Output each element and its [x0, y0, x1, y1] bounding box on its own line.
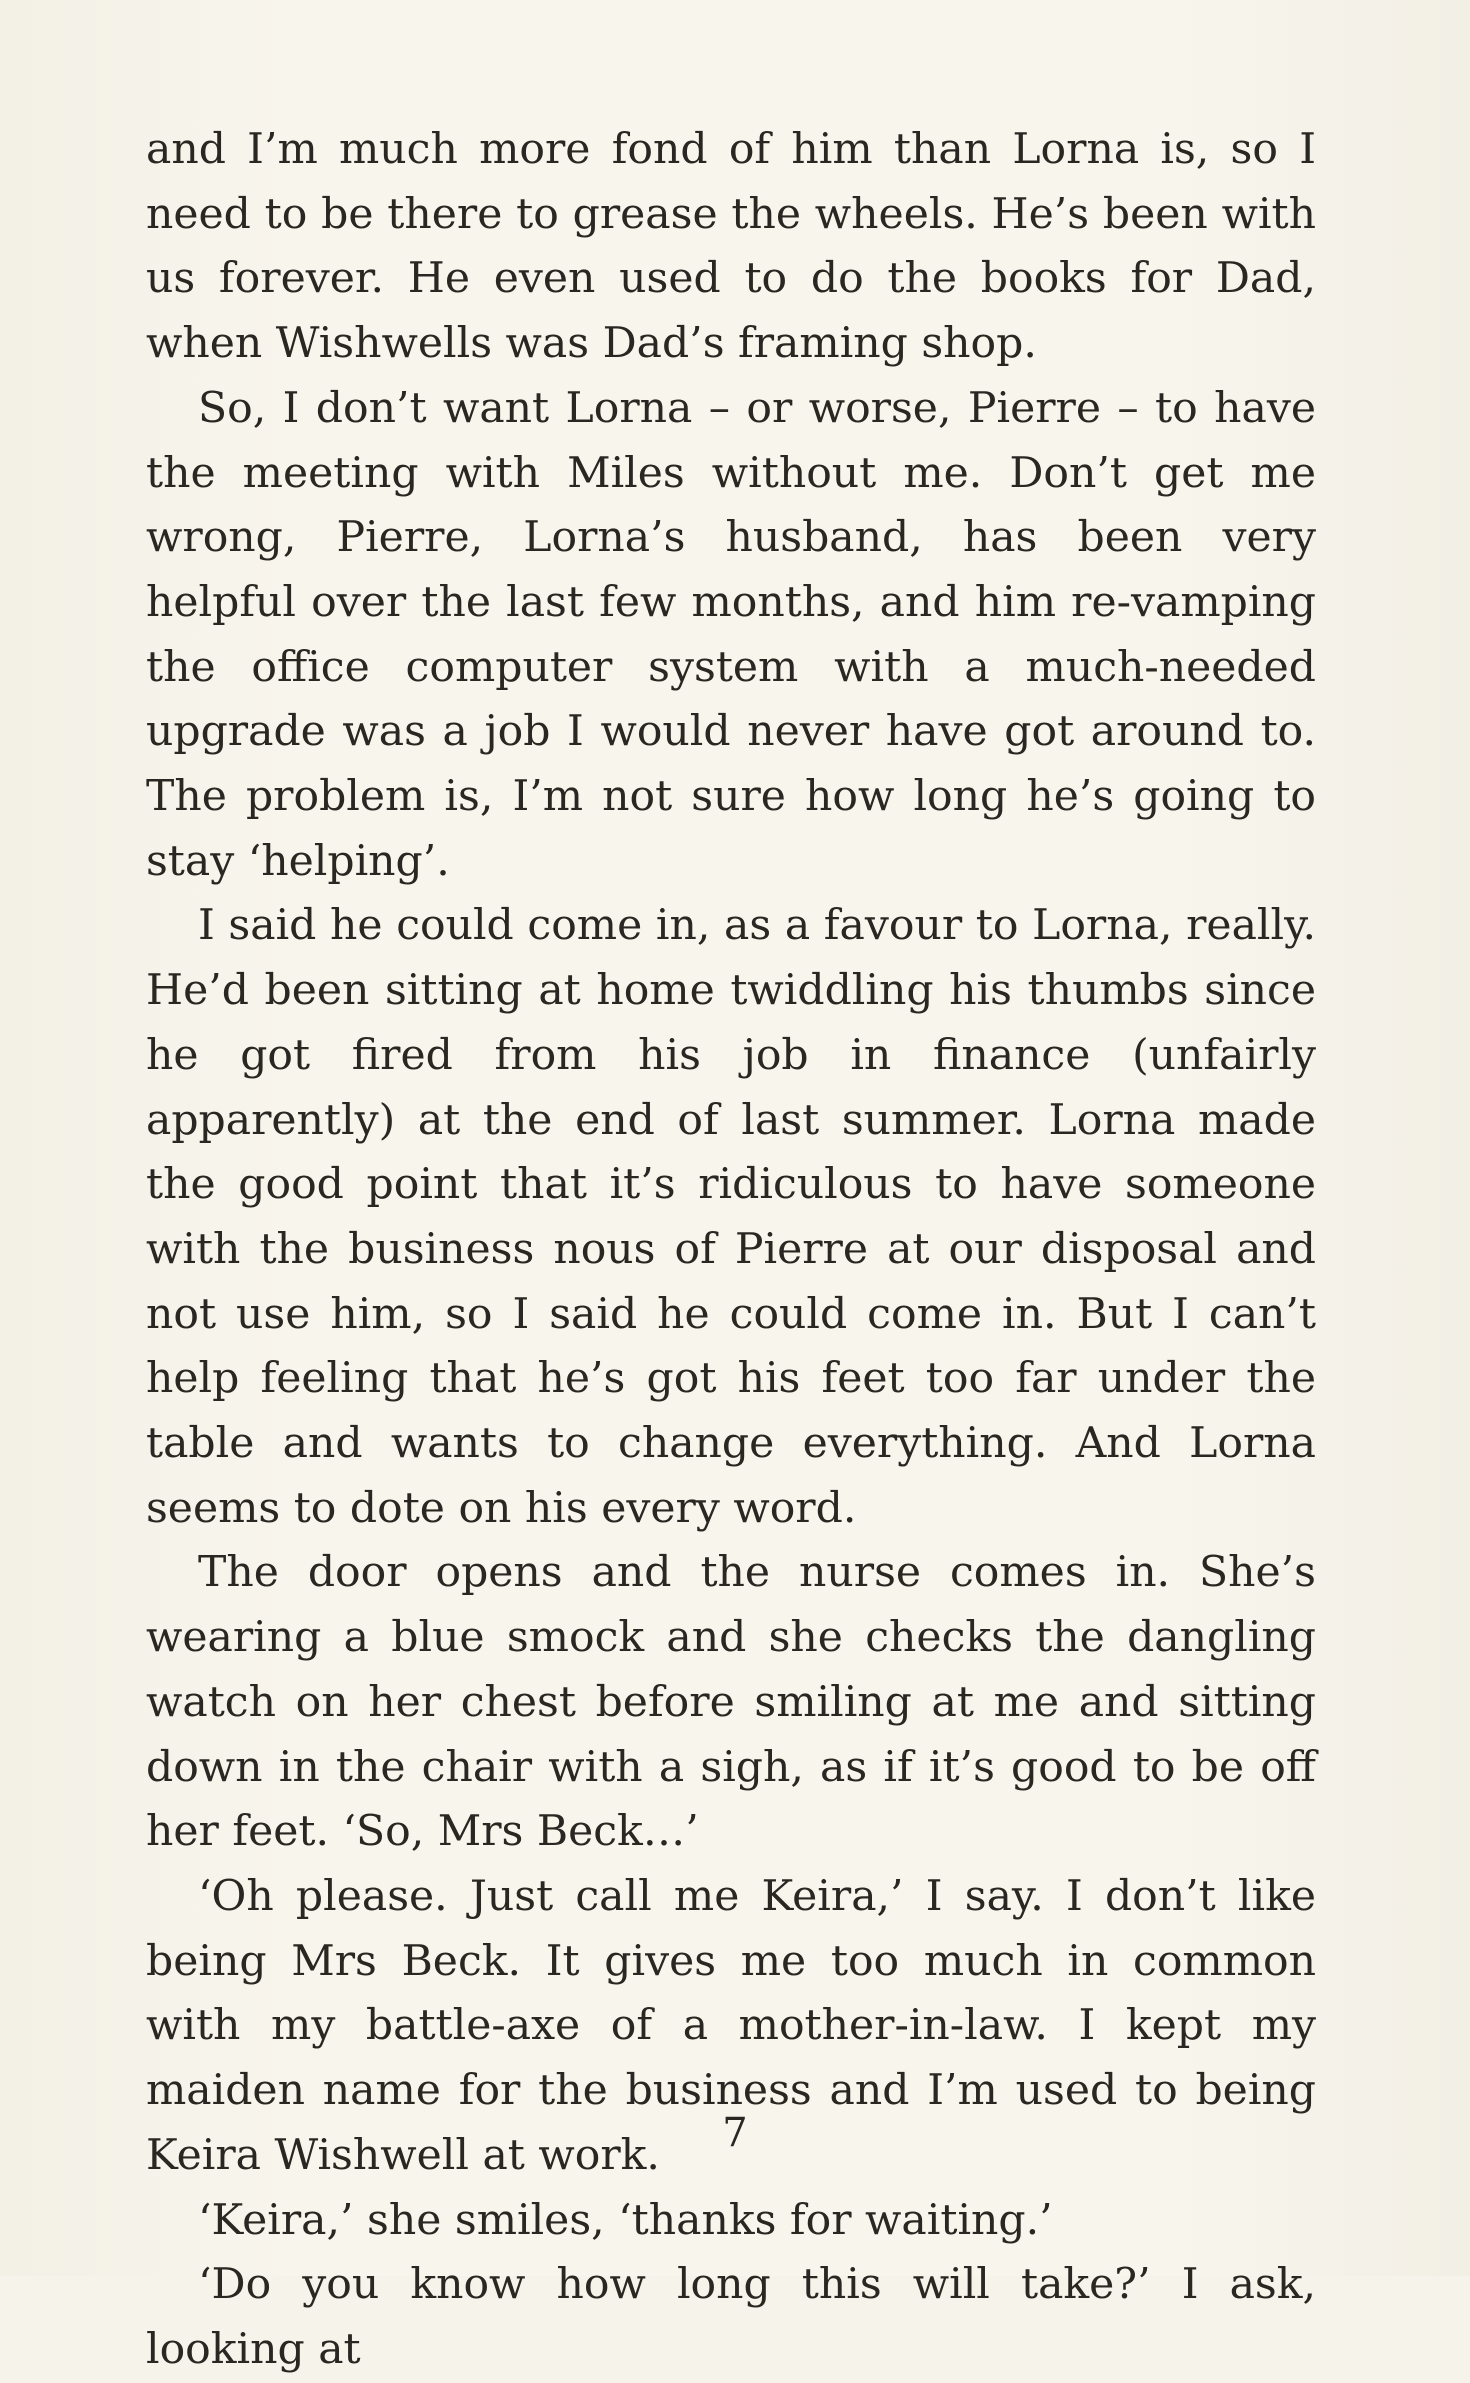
paragraph: ‘Oh please. Just call me Keira,’ I say. I don’t like being Mrs Beck. It gives me too much in common with my battle-axe of a mother-in-law. I kept my maiden name for the business and I’m used to being Keira Wishwell at work.: [146, 1871, 1316, 2180]
paragraph: The door opens and the nurse comes in. She’s wearing a blue smock and she checks the dangling watch on her chest before smiling at me and sitting down in the chair with a sigh, as if it’s good to be off her feet. ‘So, Mrs Beck…’: [146, 1548, 1316, 1857]
paragraph: So, I don’t want Lorna – or worse, Pierre – to have the meeting with Miles without me. Don’t get me wrong, Pierre, Lorna’s husband, has been very helpful over the last few months, and him re-vamping the office computer system with a much-needed upgrade was a job I would never have got around to. The problem is, I’m not sure how long he’s going to stay ‘helping’.: [146, 383, 1316, 886]
body-text: [146, 118, 1316, 2383]
paragraph: I said he could come in, as a favour to Lorna, really. He’d been sitting at home twiddling his thumbs since he got fired from his job in finance (unfairly apparently) at the end of last summer. Lorna made the good point that it’s ridiculous to have someone with the business nous of Pierre at our disposal and not use him, so I said he could come in. But I can’t help feeling that he’s got his feet too far under the table and wants to change everything. And Lorna seems to dote on his every word.: [146, 901, 1316, 1533]
page-number: 7: [722, 2110, 748, 2156]
paragraph: and I’m much more fond of him than Lorna is, so I need to be there to grease the wheels. He’s been with us forever. He even used to do the books for Dad, when Wishwells was Dad’s framing shop.: [146, 125, 1316, 369]
paragraph: ‘Do you know how long this will take?’ I ask, looking at: [146, 2260, 1316, 2374]
paragraph: ‘Keira,’ she smiles, ‘thanks for waiting.’: [198, 2195, 1053, 2245]
